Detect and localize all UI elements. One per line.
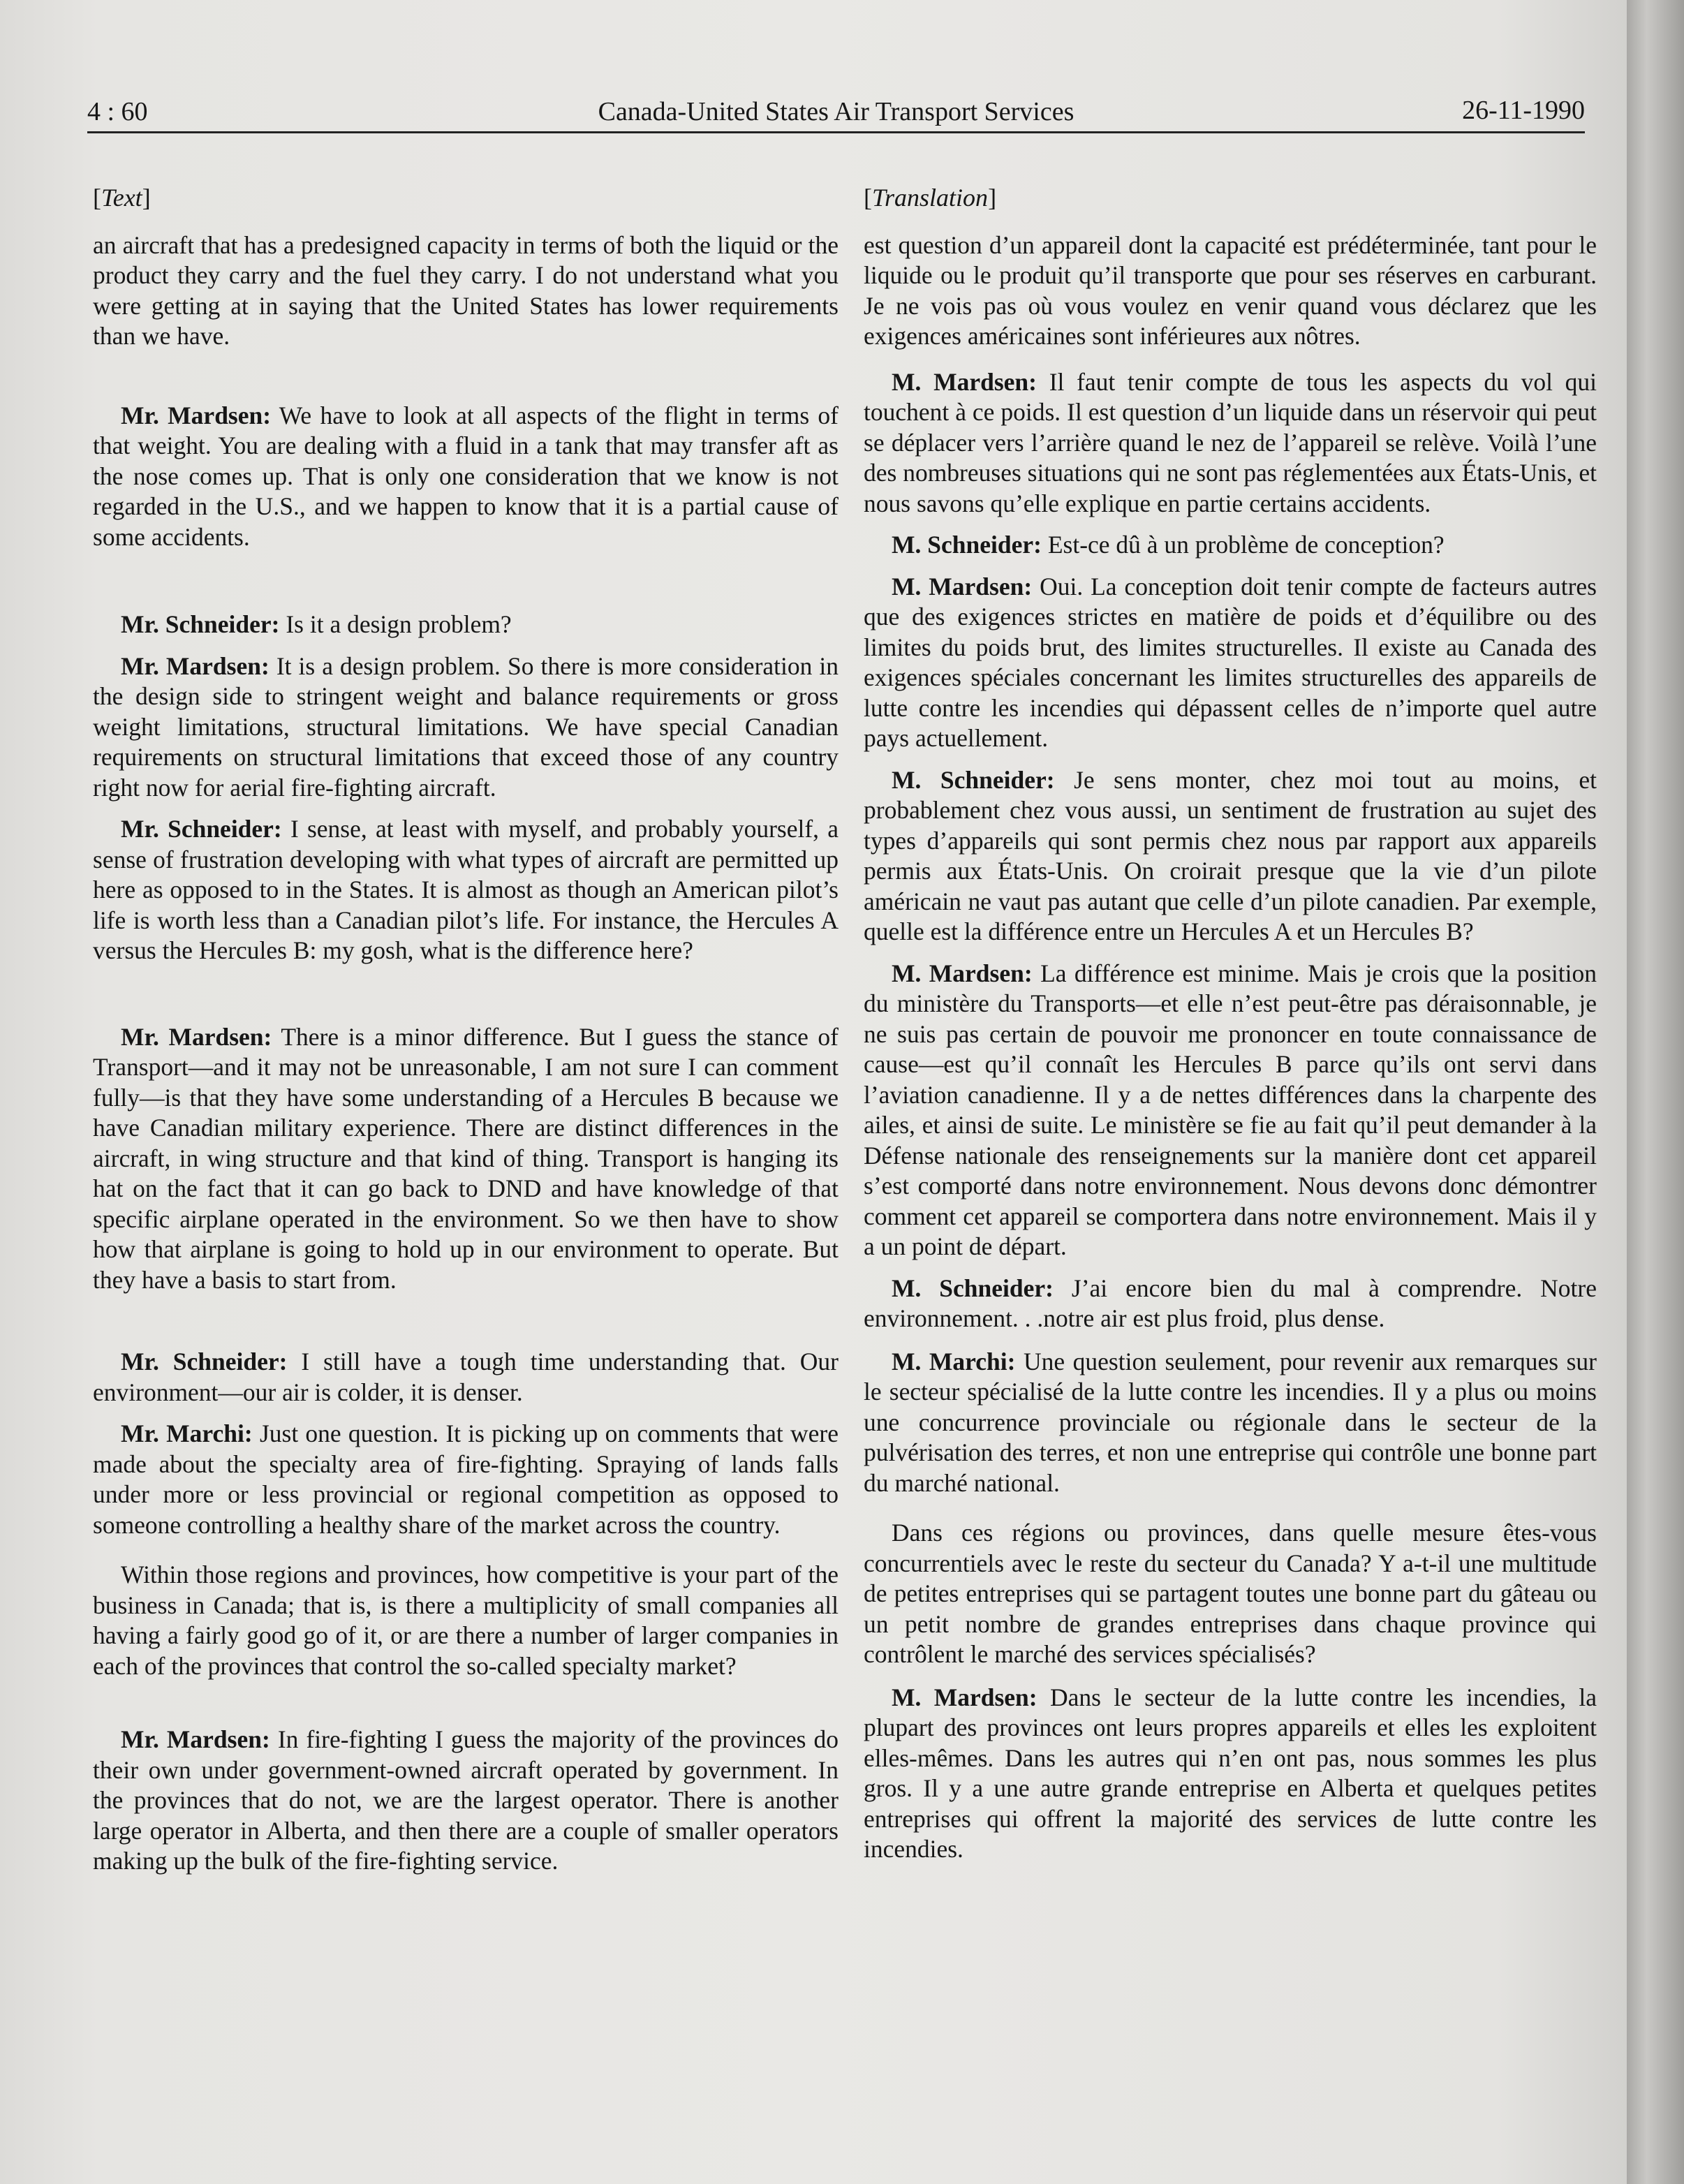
paragraph: M. Mardsen: Dans le secteur de la lutte contre les incendies, la plupart des provinces ont leurs propres appareils et elles les exploitent elles-mêmes. Dans les autres qui n’en ont pas, nous sommes les plus gros. Il y a une autre grande entreprise en Alberta et quelques petites entreprises qui offrent la majorité des services de lutte contre les incendies. (864, 1683, 1597, 1863)
speaker-name: M. Schneider: (892, 1274, 1054, 1302)
speaker-name: Mr. Schneider: (121, 1348, 288, 1375)
left-column-english (93, 183, 839, 1877)
speaker-name: M. Mardsen: (892, 1683, 1037, 1711)
paragraph: Mr. Mardsen: We have to look at all aspects of the flight in terms of that weight. You are dealing with a fluid in a tank that may transfer aft as the nose comes up. That is only one consideration that we know is not regarded in the U.S., and we happen to know that it is a partial cause of some accidents. (93, 401, 839, 551)
paragraph: Mr. Schneider: Is it a design problem? (121, 610, 512, 638)
paragraph: M. Mardsen: Oui. La conception doit tenir compte de facteurs autres que des exigences strictes en matière de poids et d’équilibre ou des limites du poids brut, des limites structurelles. Il existe au Canada des exigences spéciales concernant les limites structurelles des appareils de lutte contre les incendies qui dépassent celles de n’importe quel autre pays actuellement. (864, 572, 1597, 752)
speaker-name: M. Schneider: (892, 765, 1055, 794)
page-number: 4 : 60 (87, 97, 148, 126)
paragraph: Within those regions and provinces, how competitive is your part of the business in Canada; that is, is there a multiplicity of small companies all having a fairly good go of it, or are there a number of larger companies in each of the provinces that control the so-called specialty market? (93, 1560, 839, 1680)
right-column-french (864, 183, 1597, 1865)
paragraph: M. Marchi: Une question seulement, pour revenir aux remarques sur le secteur spécialisé de la lutte contre les incendies. Il y a plus ou moins une concurrence provinciale ou régionale dans le secteur de la pulvérisation des terres, et non une entreprise qui contrôle une bonne part du marché national. (864, 1347, 1597, 1497)
speaker-name: Mr. Mardsen: (121, 651, 269, 680)
speaker-name: Mr. Schneider: (121, 610, 280, 638)
speaker-name: M. Mardsen: (892, 959, 1033, 987)
speaker-name: M. Schneider: (892, 531, 1042, 559)
binding-edge (1627, 0, 1684, 2184)
speaker-name: M. Mardsen: (892, 367, 1037, 396)
speaker-name: M. Marchi: (892, 1347, 1016, 1375)
paragraph: Mr. Schneider: I sense, at least with myself, and probably yourself, a sense of frustration developing with what types of aircraft are permitted up here as opposed to in the States. It is almost as though an American pilot’s life is worth less than a Canadian pilot’s life. For instance, the Hercules A versus the Hercules B: my gosh, what is the difference here? (93, 815, 839, 964)
paragraph: Mr. Marchi: Just one question. It is picking up on comments that were made about the specialty area of fire-fighting. Spraying of lands falls under more or less provincial or regional competition as opposed to someone controlling a healthy share of the market across the country. (93, 1419, 839, 1539)
speaker-name: Mr. Schneider: (121, 815, 282, 843)
paragraph: Dans ces régions ou provinces, dans quelle mesure êtes-vous concurrentiels avec le reste du secteur du Canada? Y a-t-il une multitude de petites entreprises qui se partagent toutes une bonne part du gâteau ou un petit nombre de grandes entreprises dans chaque province qui contrôlent le marché des services spécialisés? (864, 1519, 1597, 1668)
speaker-name: Mr. Marchi: (121, 1419, 253, 1447)
column-label-translation: [Translation] (864, 184, 997, 212)
speaker-name: Mr. Mardsen: (121, 1725, 270, 1753)
speaker-name: Mr. Mardsen: (121, 401, 272, 429)
paragraph: an aircraft that has a predesigned capacity in terms of both the liquid or the product they carry and the fuel they carry. I do not understand what you were getting at in saying that the United States has lower requirements than we have. (93, 230, 839, 350)
paragraph: Mr. Mardsen: In fire-fighting I guess the majority of the provinces do their own under government-owned aircraft operated by government. In the provinces that do not, we are the largest operator. There is another large operator in Alberta, and then there are a couple of smaller operators making up the bulk of the fire-fighting service. (93, 1725, 839, 1875)
paragraph: Mr. Schneider: I still have a tough time understanding that. Our environment—our air is colder, it is denser. (93, 1348, 839, 1406)
speaker-name: Mr. Mardsen: (121, 1022, 272, 1051)
paragraph: M. Schneider: Je sens monter, chez moi tout au moins, et probablement chez vous aussi, un sentiment de frustration au sujet des types d’appareils qui sont permis chez nous par rapport aux appareils permis aux États-Unis. On croirait presque que la vie d’un pilote américain ne vaut pas autant que celle d’un pilote canadien. Par exemple, quelle est la différence entre un Hercules A et un Hercules B? (864, 765, 1597, 945)
paragraph: Mr. Mardsen: It is a design problem. So there is more consideration in the design side to stringent weight and balance requirements or gross weight limitations, structural limitations. We have special Canadian requirements on structural limitations that exceed those of any country right now for aerial fire-fighting aircraft. (93, 651, 839, 802)
paragraph: M. Schneider: Est-ce dû à un problème de conception? (892, 531, 1445, 559)
page-header (87, 92, 1585, 133)
running-title: Canada-United States Air Transport Services (598, 97, 1074, 126)
header-date: 26-11-1990 (1462, 96, 1585, 125)
speaker-name: M. Mardsen: (892, 572, 1033, 600)
paragraph: Mr. Mardsen: There is a minor difference. But I guess the stance of Transport—and it may not be unreasonable, I am not sure I can comment fully—is that they have some understanding of a Hercules B because we have Canadian military experience. There are distinct differences in the aircraft, in wing structure and that kind of thing. Transport is hanging its hat on the fact that it can go back to DND and have knowledge of that specific airplane operated in the environment. So we then have to show how that airplane is going to hold up in our environment to operate. But they have a basis to start from. (93, 1022, 839, 1294)
column-label-text: [Text] (93, 184, 151, 212)
paragraph: M. Schneider: J’ai encore bien du mal à comprendre. Notre environnement. . .notre air est plus froid, plus dense. (864, 1274, 1597, 1332)
paragraph: M. Mardsen: Il faut tenir compte de tous les aspects du vol qui touchent à ce poids. Il est question d’un liquide dans un réservoir qui peut se déplacer vers l’arrière quand le nez de l’appareil se relève. Voilà l’une des nombreuses situations qui ne sont pas réglementées aux États-Unis, et nous savons qu’elle explique en partie certains accidents. (864, 367, 1597, 517)
paragraph: est question d’un appareil dont la capacité est prédéterminée, tant pour le liquide ou le produit qu’il transporte que pour ses réserves en carburant. Je ne vois pas où vous voulez en venir quand vous déclarez que les exigences américaines sont inférieures aux nôtres. (864, 230, 1597, 350)
paragraph: M. Mardsen: La différence est minime. Mais je crois que la position du ministère du Transports—et elle n’est peut-être pas déraisonnable, je ne suis pas certain de pouvoir me prononcer en toute connaissance de cause—est qu’il connaît les Hercules B parce qu’ils ont servi dans l’aviation canadienne. Il y a de nettes différences dans la charpente des ailes, et ainsi de suite. Le ministère se fie au fait qu’il peut demander à la Défense nationale des renseignements sur la manière dont cet appareil s’est comporté dans notre environnement. Nous devons donc démontrer comment cet appareil se comportera dans notre environnement. Mais il y a un point de départ. (864, 959, 1597, 1260)
